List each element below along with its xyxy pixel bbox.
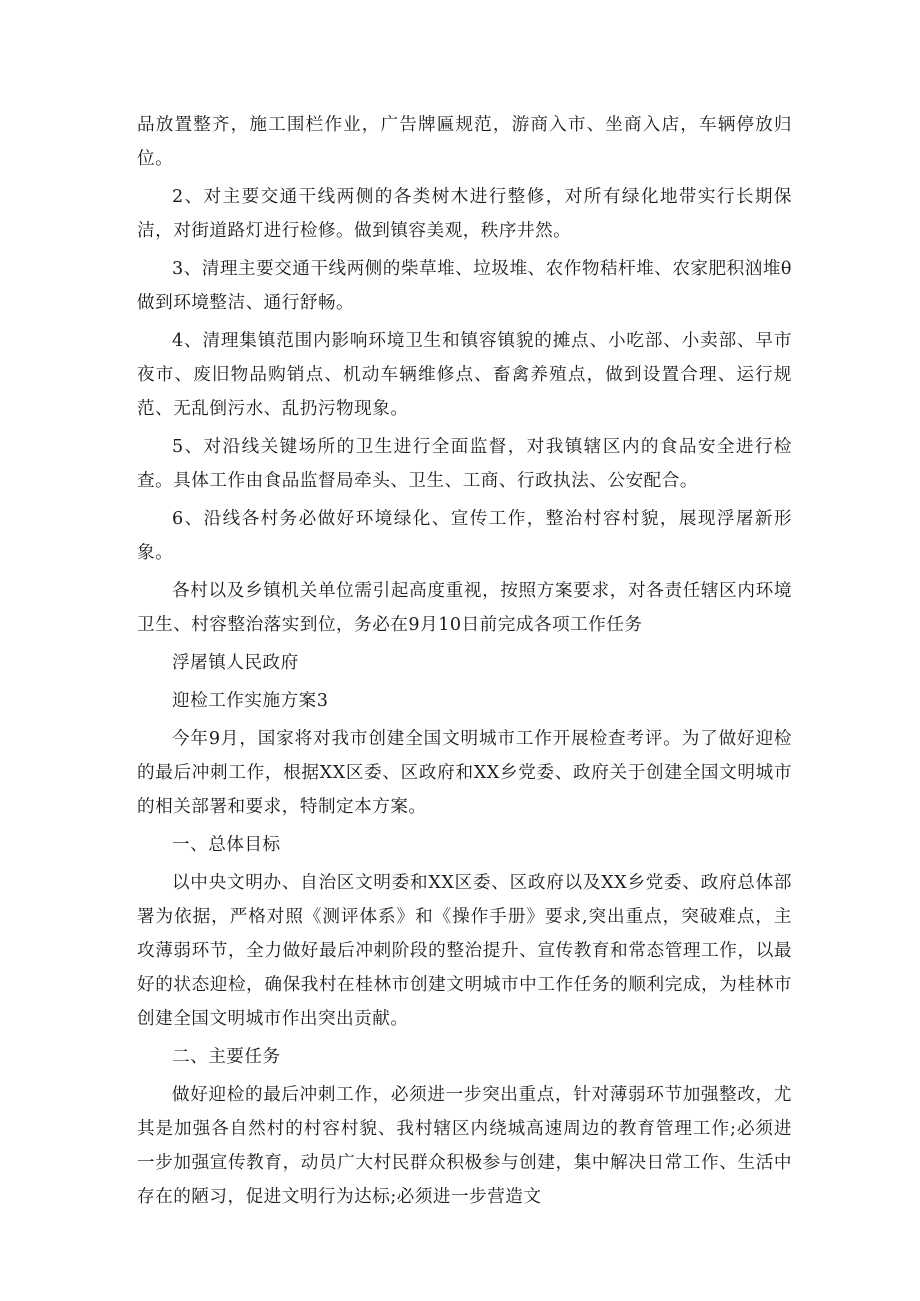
paragraph-item-5: 5、对沿线关键场所的卫生进行全面监督，对我镇辖区内的食品安全进行检查。具体工作由食品监督局牵头、卫生、工商、行政执法、公安配合。 [137, 437, 792, 491]
signature-line: 浮屠镇人民政府 [172, 653, 299, 673]
paragraph-item-6: 6、沿线各村务必做好环境绿化、宣传工作，整治村容村貌，展现浮屠新形象。 [137, 509, 792, 563]
paragraph-item-4: 4、清理集镇范围内影响环境卫生和镇容镇貌的摊点、小吃部、小卖部、早市夜市、废旧物品购销点、机动车辆维修点、畜禽养殖点，做到设置合理、运行规范、无乱倒污水、乱扔污物现象。 [137, 331, 792, 419]
paragraph-item-2: 2、对主要交通干线两侧的各类树木进行整修，对所有绿化地带实行长期保洁，对街道路灯进行检修。做到镇容美观，秩序井然。 [137, 187, 792, 241]
heading-main-tasks: 二、主要任务 [172, 1047, 281, 1067]
paragraph-overall-goal: 以中央文明办、自治区文明委和XX区委、区政府以及XX乡党委、政府总体部署为依据，严格对照《测评体系》和《操作手册》要求,突出重点，突破难点，主攻薄弱环节，全力做好最后冲刺阶段的整治提升、宣传教育和常态管理工作，以最好的状态迎检，确保我村在桂林市创建文明城市中工作任务的顺利完成，为桂林市创建全国文明城市作出突出贡献。 [137, 873, 792, 1029]
section-title: 迎检工作实施方案3 [172, 691, 329, 711]
document-page [137, 108, 792, 1214]
paragraph-item-3: 3、清理主要交通干线两侧的柴草堆、垃圾堆、农作物秸杆堆、农家肥积汹堆θ做到环境整洁、通行舒畅。 [137, 259, 792, 313]
paragraph-continuation: 品放置整齐，施工围栏作业，广告牌匾规范，游商入市、坐商入店，车辆停放归位。 [137, 115, 792, 169]
paragraph-intro: 今年9月，国家将对我市创建全国文明城市工作开展检查考评。为了做好迎检的最后冲刺工作，根据XX区委、区政府和XX乡党委、政府关于创建全国文明城市的相关部署和要求，特制定本方案。 [137, 729, 792, 817]
heading-overall-goal: 一、总体目标 [172, 835, 281, 855]
paragraph-main-tasks: 做好迎检的最后冲刺工作，必须进一步突出重点，针对薄弱环节加强整改，尤其是加强各自然村的村容村貌、我村辖区内绕城高速周边的教育管理工作;必须进一步加强宣传教育，动员广大村民群众积极参与创建，集中解决日常工作、生活中存在的陋习，促进文明行为达标;必须进一步营造文 [137, 1085, 792, 1207]
paragraph-requirement: 各村以及乡镇机关单位需引起高度重视，按照方案要求，对各责任辖区内环境卫生、村容整治落实到位，务必在9月10日前完成各项工作任务 [137, 581, 792, 635]
